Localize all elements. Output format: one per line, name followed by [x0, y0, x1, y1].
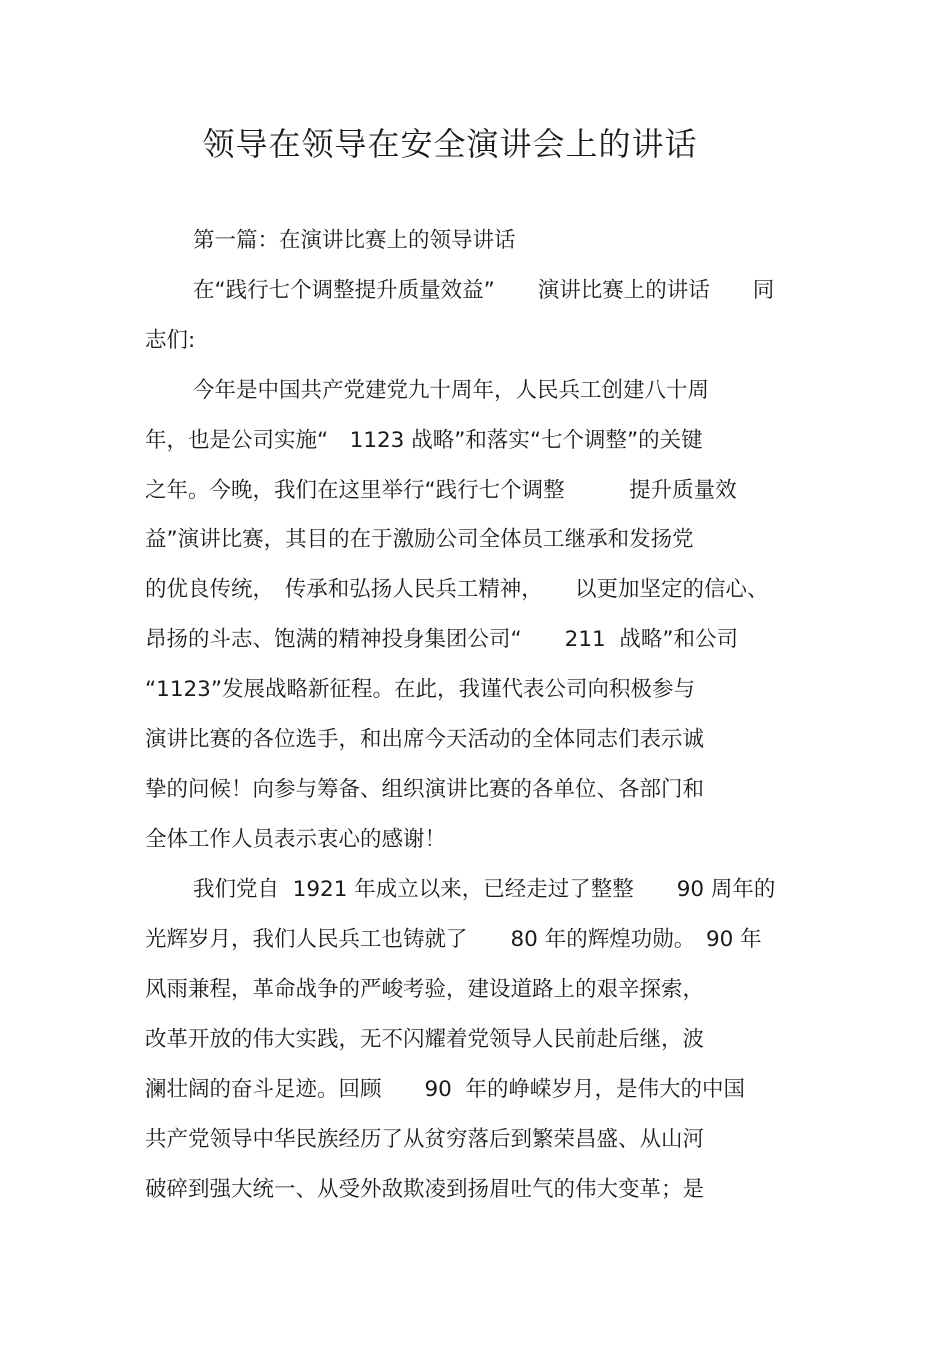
paragraph-line: 全体工作人员表示衷心的感谢！: [145, 827, 447, 852]
paragraph-line: 破碎到强大统一、从受外敌欺凌到扬眉吐气的伟大变革；是: [145, 1177, 705, 1202]
paragraph-line: 益”演讲比赛，其目的在于激励公司全体员工继承和发扬党: [145, 527, 694, 552]
paragraph-line: 光辉岁月，我们人民兵工也铸就了 80 年的辉煌功勋。 90 年: [145, 927, 762, 952]
section-heading: 第一篇：在演讲比赛上的领导讲话: [193, 228, 516, 253]
paragraph-line: 的优良传统， 传承和弘扬人民兵工精神， 以更加坚定的信心、: [145, 577, 769, 602]
paragraph-line: “1123”发展战略新征程。在此，我谨代表公司向积极参与: [145, 677, 695, 702]
paragraph-line: 澜壮阔的奋斗足迹。回顾 90 年的峥嵘岁月，是伟大的中国: [145, 1077, 746, 1102]
paragraph-line: 挚的问候！向参与筹备、组织演讲比赛的各单位、各部门和: [145, 777, 705, 802]
paragraph-line: 志们:: [145, 328, 196, 353]
paragraph-line: 改革开放的伟大实践，无不闪耀着党领导人民前赴后继，波: [145, 1027, 705, 1052]
paragraph-line: 在“践行七个调整提升质量效益” 演讲比赛上的讲话 同: [193, 278, 775, 303]
paragraph-line: 之年。今晚，我们在这里举行“践行七个调整 提升质量效: [145, 478, 737, 503]
paragraph-line: 今年是中国共产党建党九十周年，人民兵工创建八十周: [193, 378, 710, 403]
paragraph-line: 我们党自 1921 年成立以来，已经走过了整整 90 周年的: [193, 877, 776, 902]
paragraph-line: 共产党领导中华民族经历了从贫穷落后到繁荣昌盛、从山河: [145, 1127, 705, 1152]
paragraph-line: 年，也是公司实施“ 1123 战略”和落实“七个调整”的关键: [145, 428, 703, 453]
paragraph-line: 昂扬的斗志、饱满的精神投身集团公司“ 211 战略”和公司: [145, 627, 738, 652]
paragraph-line: 风雨兼程，革命战争的严峻考验，建设道路上的艰辛探索，: [145, 977, 705, 1002]
document-title: 领导在领导在安全演讲会上的讲话: [202, 125, 698, 163]
paragraph-line: 演讲比赛的各位选手，和出席今天活动的全体同志们表示诚: [145, 727, 705, 752]
